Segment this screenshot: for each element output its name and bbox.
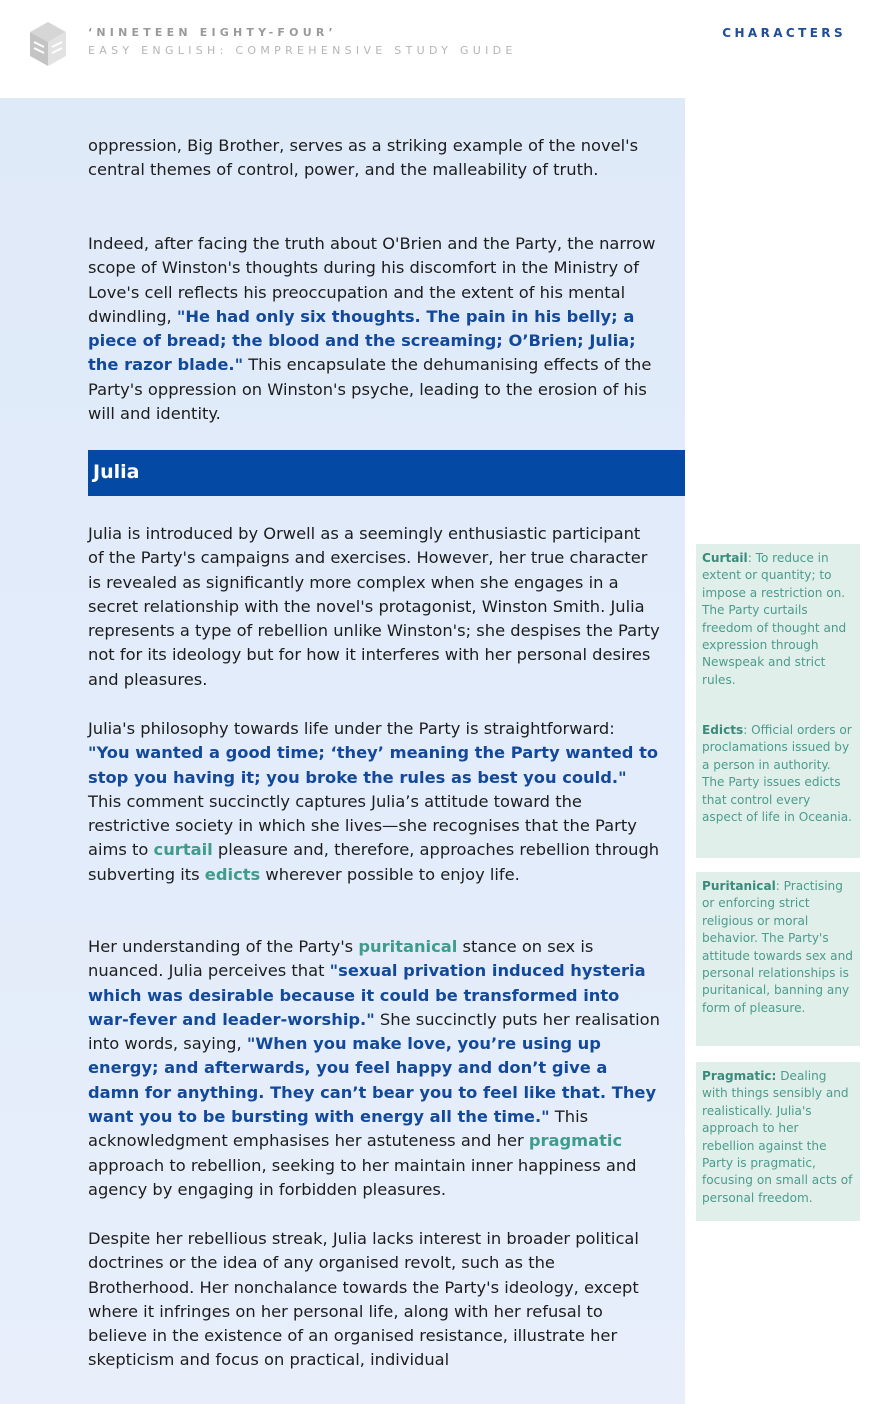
glossary-term: curtail (153, 840, 213, 860)
glossary-term: edicts (204, 864, 261, 884)
quote: "He had only six thoughts. The pain in his belly; a piece of bread; the blood and the screaming; O’Brien; Julia; the razor blade." (88, 306, 636, 375)
quote: "When you make love, you’re using up energy; and afterwards, you feel happy and don’t give a damn for anything. They can’t bear you to feel like that. They want you to be bursting with energy all the time." (88, 1034, 657, 1127)
glossary-box-pragmatic: Pragmatic: Dealing with things sensibly and realistically. Julia's approach to her rebellion against the Party is pragmatic, focusing on small acts of personal freedom. (696, 1062, 860, 1221)
section-label: CHARACTERS (722, 26, 846, 40)
paragraph: Her understanding of the Party's puritanical stance on sex is nuanced. Julia perceives that "sexual privation induced hysteria which was desirable because it could be transformed into war-fever and leader-worship." She succinctly puts her realisation into words, saying, "When you make love, you’re using up energy; and afterwards, you feel happy and don’t give a damn for anything. They can’t bear you to feel like that. They want you to be bursting with energy all the time." This acknowledgment emphasises her astuteness and her pragmatic approach to rebellion, seeking to her maintain inner happiness and agency by engaging in forbidden pleasures. (88, 937, 660, 1199)
paragraph: Julia's philosophy towards life under the Party is straightforward: "You wanted a good time; ‘they’ meaning the Party wanted to stop you having it; you broke the rules as best you could." This comment succinctly captures Julia’s attitude toward the restrictive society in which she lives—she recognises that the Party aims to curtail pleasure and, therefore, approaches rebellion through subverting its edicts wherever possible to enjoy life. (88, 719, 660, 884)
glossary-box-puritanical: Puritanical: Practising or enforcing strict religious or moral behavior. The Party's attitude towards sex and personal relationships is puritanical, banning any form of pleasure. (696, 872, 860, 1046)
guide-subtitle: EASY ENGLISH: COMPREHENSIVE STUDY GUIDE (88, 44, 517, 57)
quote: "sexual privation induced hysteria which was desirable because it could be transformed into war-fever and leader-worship." (88, 961, 646, 1029)
paragraph: Despite her rebellious streak, Julia lacks interest in broader political doctrines or the idea of any organised revolt, such as the Brotherhood. Her nonchalance towards the Party's ideology, except where it infringes on her personal life, along with her refusal to believe in the existence of an organised resistance, illustrate her skepticism and focus on practical, individual (88, 1229, 639, 1370)
quote: "You wanted a good time; ‘they’ meaning the Party wanted to stop you having it; you broke the rules as best you could." (88, 743, 659, 787)
book-title: ‘NINETEEN EIGHTY-FOUR’ (88, 26, 337, 39)
paragraph: Julia is introduced by Orwell as a seemingly enthusiastic participant of the Party's campaigns and exercises. However, her true character is revealed as significantly more complex when she engages in a secret relationship with the novel's protagonist, Winston Smith. Julia represents a type of rebellion unlike Winston's; she despises the Party not for its ideology but for how it interferes with her personal desires and pleasures. (88, 524, 660, 689)
glossary-box-curtail: Curtail: To reduce in extent or quantity; to impose a restriction on. The Party curtails freedom of thought and expression through Newspeak and strict rules. (696, 544, 860, 718)
glossary-term: puritanical (358, 937, 458, 956)
section-heading (88, 450, 685, 496)
page-header (0, 0, 880, 98)
paragraph: Indeed, after facing the truth about O'Brien and the Party, the narrow scope of Winston's thoughts during his discomfort in the Ministry of Love's cell reflects his preoccupation and the extent of his mental dwindling, "He had only six thoughts. The pain in his belly; a piece of bread; the blood and the screaming; O’Brien; Julia; the razor blade." This encapsulate the dehumanising effects of the Party's oppression on Winston's psyche, leading to the erosion of his will and identity. (88, 234, 656, 424)
book-stack-icon (26, 18, 70, 70)
glossary-box-edicts: Edicts: Official orders or proclamations issued by a person in authority. The Party issues edicts that control every aspect of life in Oceania. (696, 716, 860, 858)
paragraph: oppression, Big Brother, serves as a striking example of the novel's central themes of control, power, and the malleability of truth. (88, 136, 639, 180)
section-heading-text: Julia (93, 461, 140, 483)
glossary-term: pragmatic (528, 1131, 623, 1151)
